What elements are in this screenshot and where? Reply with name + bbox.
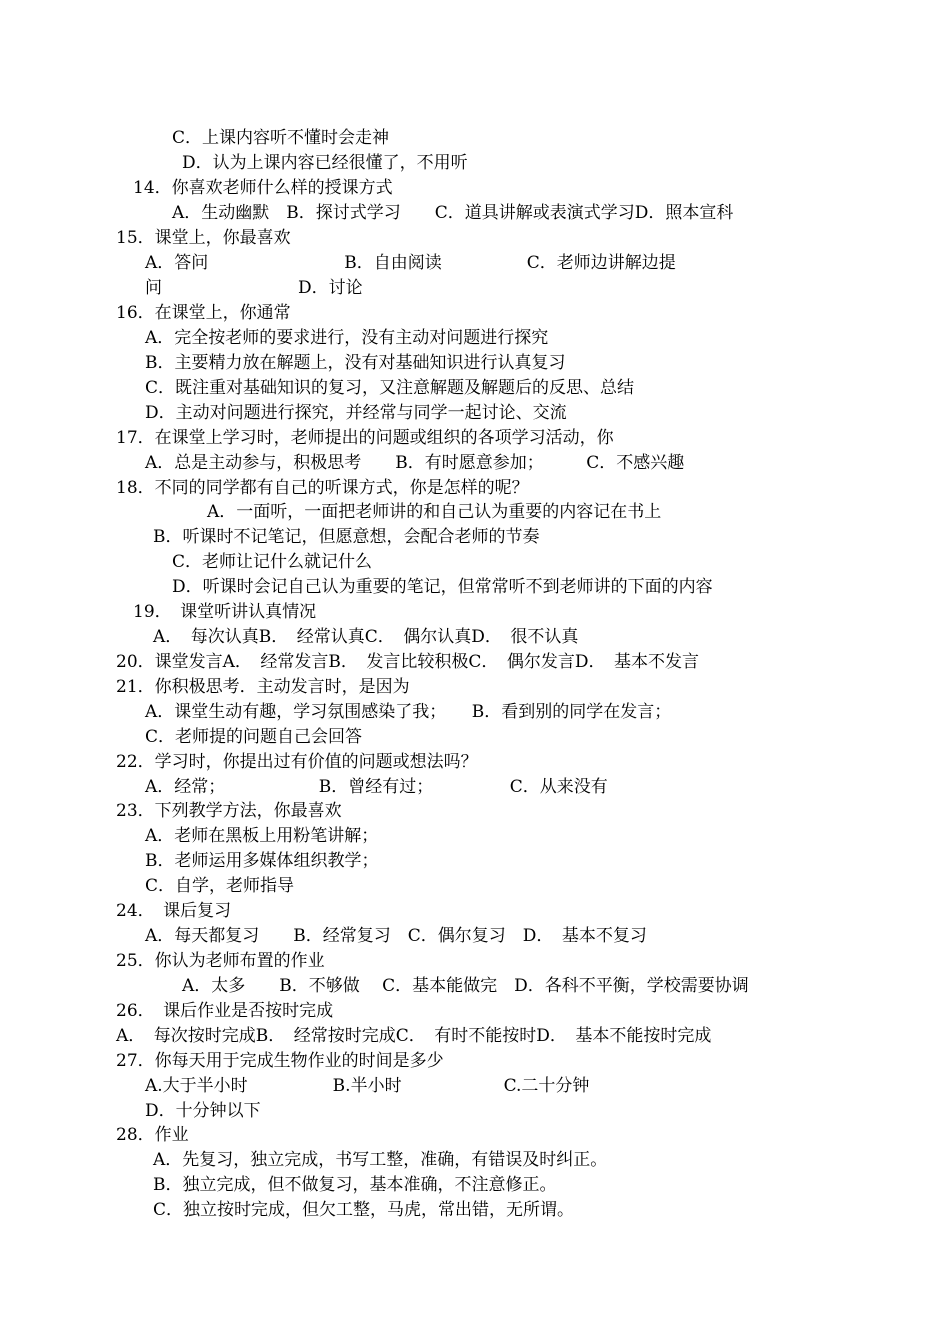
option-line: A．一面听，一面把老师讲的和自己认为重要的内容记在书上 (207, 502, 662, 522)
option-line: D．听课时会记自己认为重要的笔记，但常常听不到老师讲的下面的内容 (172, 577, 713, 597)
question-16: 16．在课堂上，你通常 (116, 303, 291, 323)
question-26: 26． 课后作业是否按时完成 (116, 1001, 334, 1021)
option-line: D．十分钟以下 (145, 1101, 261, 1121)
question-18: 18．不同的同学都有自己的听课方式，你是怎样的呢？ (116, 478, 529, 498)
option-line: A． 每次认真B． 经常认真C． 偶尔认真D． 很不认真 (153, 627, 579, 647)
option-line: C．老师提的问题自己会回答 (145, 727, 363, 747)
option-line: A．经常； B．曾经有过； C．从来没有 (145, 777, 608, 797)
option-line: B．老师运用多媒体组织教学； (145, 851, 379, 871)
question-14: 14．你喜欢老师什么样的授课方式 (133, 178, 393, 198)
option-line: A．总是主动参与，积极思考 B．有时愿意参加； C．不感兴趣 (145, 453, 685, 473)
option-line: 问 D．讨论 (145, 278, 363, 298)
option-line: A．完全按老师的要求进行，没有主动对问题进行探究 (145, 328, 549, 348)
option-line: A．老师在黑板上用粉笔讲解； (145, 826, 379, 846)
question-28: 28．作业 (116, 1125, 189, 1145)
option-line: C．既注重对基础知识的复习，又注意解题及解题后的反思、总结 (145, 378, 635, 398)
question-17: 17．在课堂上学习时，老师提出的问题或组织的各项学习活动，你 (116, 428, 614, 448)
option-line: C．上课内容听不懂时会走神 (172, 128, 390, 148)
option-line: C．自学，老师指导 (145, 876, 295, 896)
option-line: A．课堂生动有趣，学习氛围感染了我； B．看到别的同学在发言； (145, 702, 672, 722)
option-line: A．答问 B．自由阅读 C．老师边讲解边提 (145, 253, 676, 273)
option-line: A．先复习，独立完成，书写工整，准确，有错误及时纠正。 (153, 1150, 608, 1170)
question-24: 24． 课后复习 (116, 901, 232, 921)
option-line: A．生动幽默 B．探讨式学习 C．道具讲解或表演式学习D．照本宣科 (172, 203, 734, 223)
question-25: 25．你认为老师布置的作业 (116, 951, 325, 971)
question-22: 22．学习时，你提出过有价值的问题或想法吗？ (116, 752, 478, 772)
option-line: A． 每次按时完成B． 经常按时完成C． 有时不能按时D． 基本不能按时完成 (116, 1026, 712, 1046)
question-23: 23．下列教学方法，你最喜欢 (116, 801, 342, 821)
option-line: C．老师让记什么就记什么 (172, 552, 373, 572)
question-21: 21．你积极思考．主动发言时，是因为 (116, 677, 410, 697)
option-line: A．每天都复习 B．经常复习 C．偶尔复习 D． 基本不复习 (145, 926, 647, 946)
option-line: A．太多 B．不够做 C．基本能做完 D．各科不平衡，学校需要协调 (182, 976, 749, 996)
option-line: D．认为上课内容已经很懂了，不用听 (182, 153, 468, 173)
option-line: B．听课时不记笔记，但愿意想，会配合老师的节奏 (153, 527, 540, 547)
question-19: 19． 课堂听讲认真情况 (133, 602, 317, 622)
question-15: 15．课堂上，你最喜欢 (116, 228, 291, 248)
option-line: A.大于半小时 B.半小时 C.二十分钟 (145, 1076, 590, 1096)
option-line: B．独立完成，但不做复习，基本准确，不注意修正。 (153, 1175, 557, 1195)
question-20: 20．课堂发言A． 经常发言B． 发言比较积极C． 偶尔发言D． 基本不发言 (116, 652, 700, 672)
question-27: 27．你每天用于完成生物作业的时间是多少 (116, 1051, 444, 1071)
option-line: C．独立按时完成，但欠工整，马虎，常出错，无所谓。 (153, 1200, 575, 1220)
option-line: D．主动对问题进行探究，并经常与同学一起讨论、交流 (145, 403, 567, 423)
option-line: B．主要精力放在解题上，没有对基础知识进行认真复习 (145, 353, 566, 373)
